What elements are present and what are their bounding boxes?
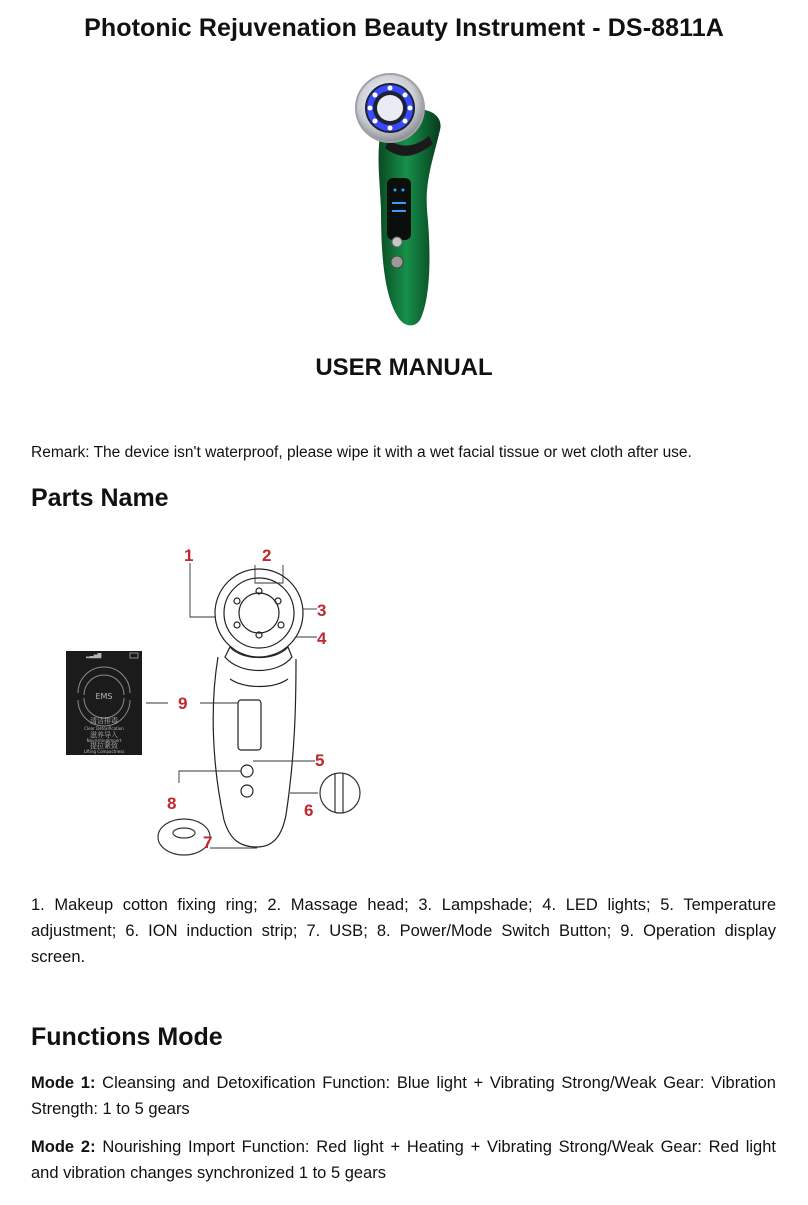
document-title: Photonic Rejuvenation Beauty Instrument - DS-8811A [84,14,724,42]
mode-1-text: Cleansing and Detoxification Function: Blue light + Vibrating Strong/Weak Gear: Vibration Strength: 1 to 5 gears [31,1074,776,1118]
mode-1-label: Mode 1: [31,1074,96,1092]
part-label-2: 2 [262,546,272,565]
signal-icon: ▂▃▅▇ [86,653,102,659]
panel-line6: Lifting Compactness [83,749,125,754]
power-button [391,256,403,268]
panel-ems-label: EMS [95,692,113,701]
mode-2-paragraph [31,1134,776,1186]
mode-button [392,237,402,247]
remark-text: Remark: The device isn't waterproof, please wipe it with a wet facial tissue or wet cloth after use. [31,444,692,461]
part-label-1: 1 [184,546,194,565]
mode-1-paragraph [31,1070,776,1122]
mode-2-label: Mode 2: [31,1138,96,1156]
ion-strip-inset [320,773,360,813]
panel-line2: Clear Detoxification [84,726,124,731]
panel-line4: NourishingImport [86,738,122,743]
display-panel [387,178,411,240]
panel-line5: 提拉紧致 [90,742,118,750]
functions-mode-heading: Functions Mode [31,1023,223,1051]
parts-diagram [60,535,380,865]
part-label-3: 3 [317,601,327,620]
part-label-4: 4 [317,629,327,648]
manual-heading: USER MANUAL [315,354,493,381]
part-label-7: 7 [203,833,213,852]
part-label-6: 6 [304,801,314,820]
panel-line1: 清洁排毒 [90,717,118,725]
device-photo [345,70,465,335]
part-label-8: 8 [167,794,177,813]
mode-2-text: Nourishing Import Function: Red light + Heating + Vibrating Strong/Weak Gear: Red light and vibration changes synchronized 1 to 5 gears [31,1138,776,1182]
part-label-5: 5 [315,751,325,770]
parts-description: 1. Makeup cotton fixing ring; 2. Massage head; 3. Lampshade; 4. LED lights; 5. Temperature adjustment; 6. ION induction strip; 7. USB; 8. Power/Mode Switch Button; 9. Operation display screen. [31,896,776,966]
part-label-9: 9 [178,694,188,713]
panel-line3: 滋养导入 [90,731,118,739]
parts-name-heading: Parts Name [31,484,169,512]
operation-panel-image [66,651,142,755]
device-outline [213,569,303,847]
